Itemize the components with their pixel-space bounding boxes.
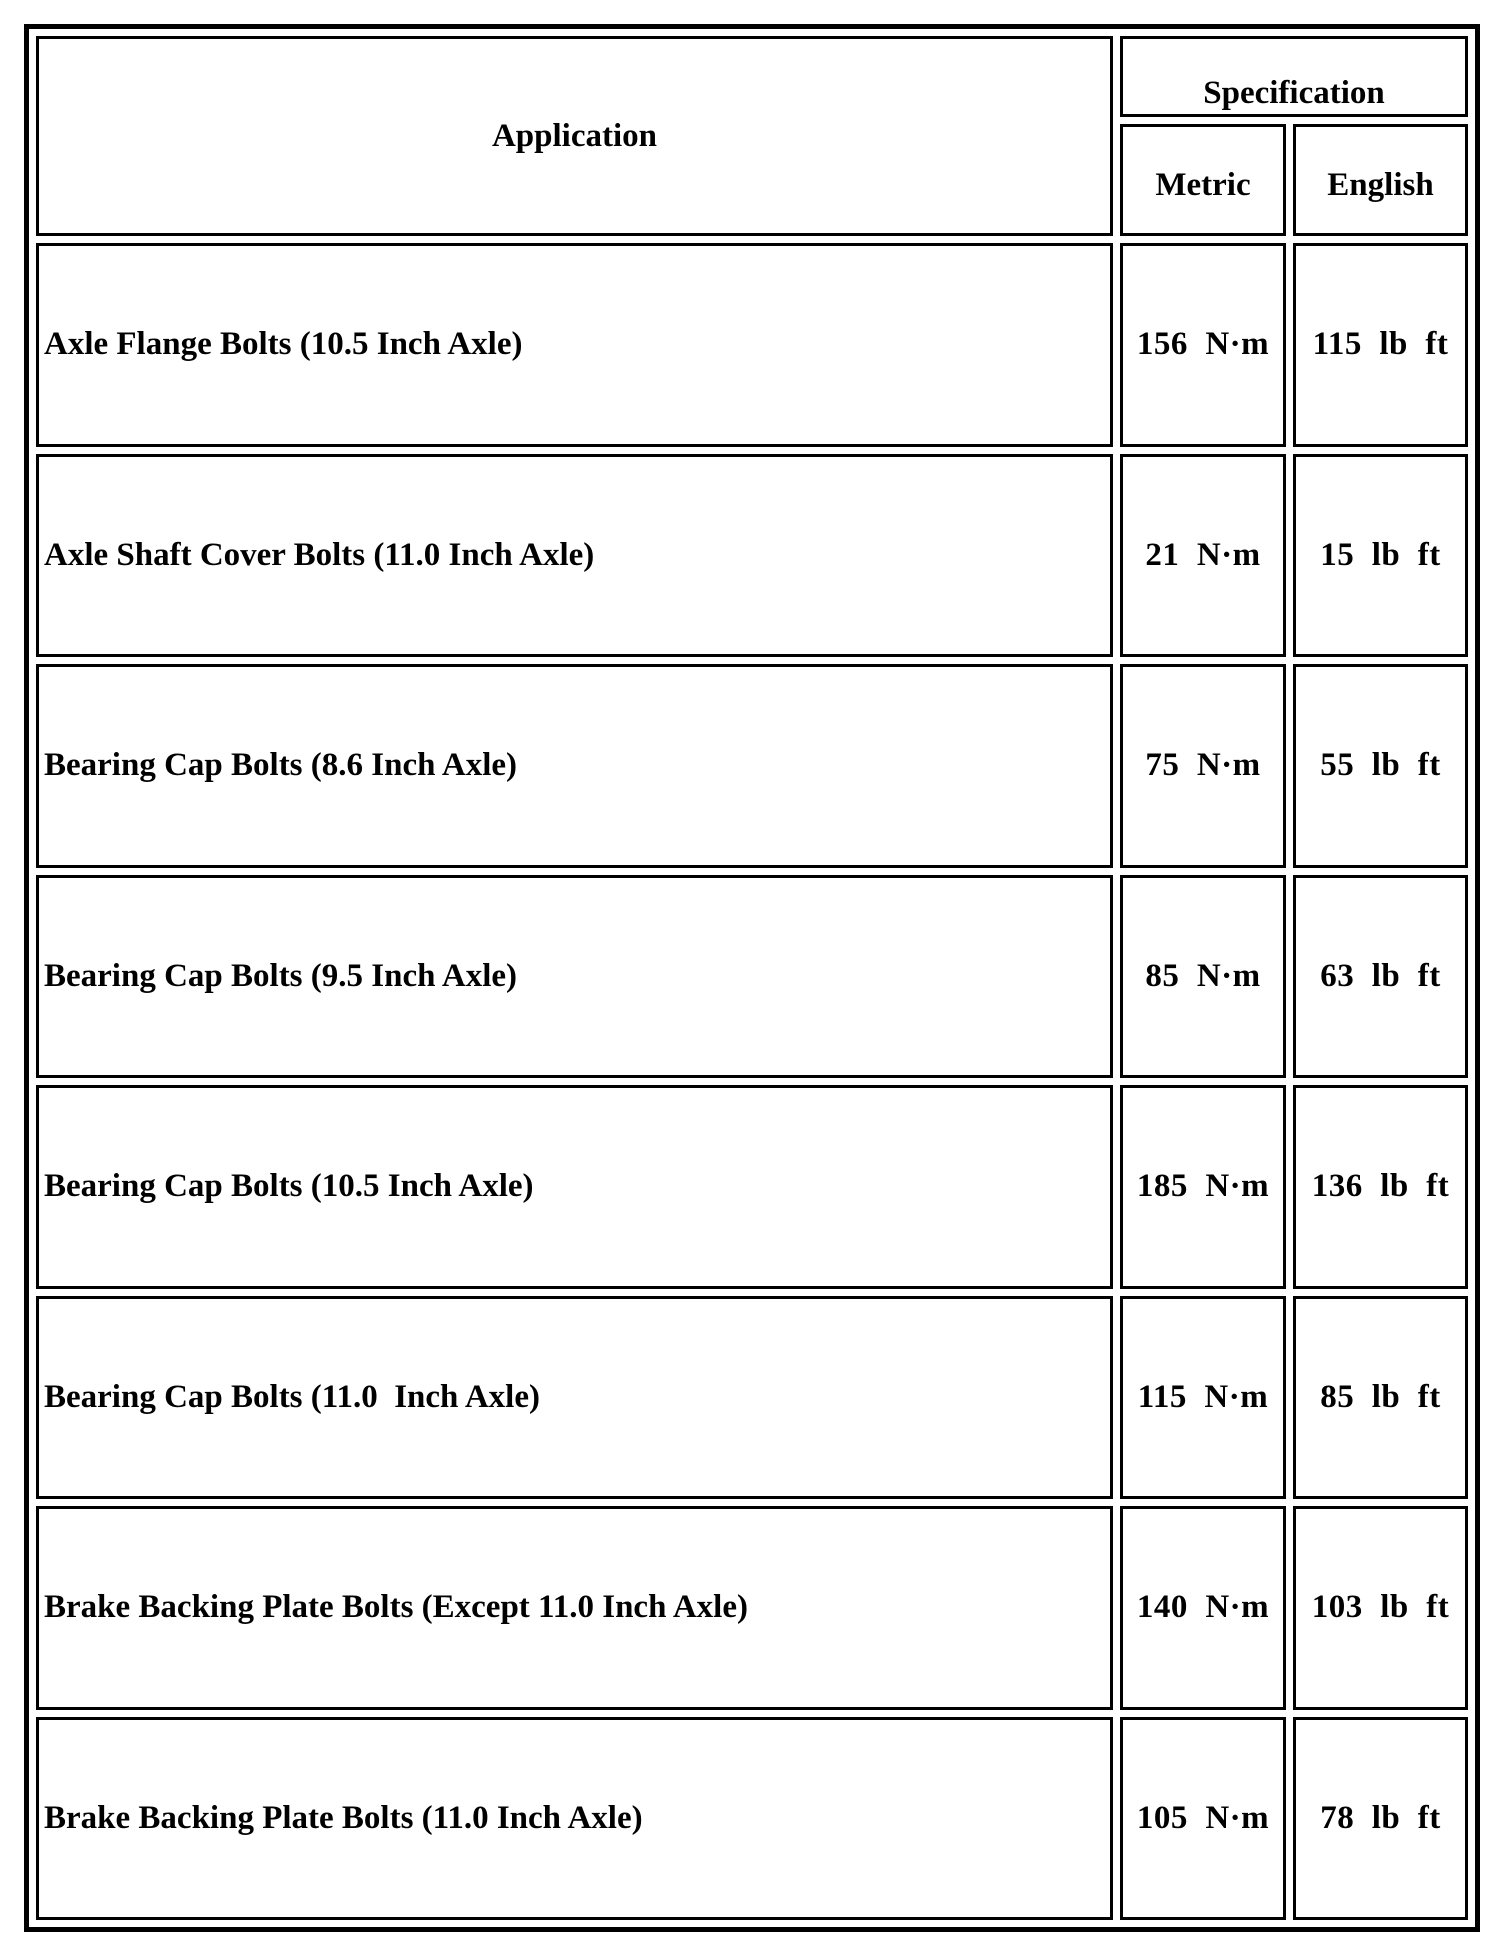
english-value-cell: 103 lb ft bbox=[1293, 1506, 1468, 1710]
metric-value-cell: 156 N·m bbox=[1120, 243, 1286, 447]
metric-value-cell: 140 N·m bbox=[1120, 1506, 1286, 1710]
header-english: English bbox=[1293, 124, 1468, 236]
application-cell: Bearing Cap Bolts (10.5 Inch Axle) bbox=[36, 1085, 1113, 1289]
application-cell: Axle Shaft Cover Bolts (11.0 Inch Axle) bbox=[36, 454, 1113, 658]
metric-value-cell: 105 N·m bbox=[1120, 1717, 1286, 1921]
header-specification: Specification bbox=[1120, 36, 1468, 117]
table-row bbox=[36, 1506, 1468, 1710]
header-metric: Metric bbox=[1120, 124, 1286, 236]
metric-value-cell: 185 N·m bbox=[1120, 1085, 1286, 1289]
table-row bbox=[36, 875, 1468, 1079]
metric-value-cell: 85 N·m bbox=[1120, 875, 1286, 1079]
english-value-cell: 63 lb ft bbox=[1293, 875, 1468, 1079]
table-row bbox=[36, 664, 1468, 868]
english-value-cell: 115 lb ft bbox=[1293, 243, 1468, 447]
application-cell: Bearing Cap Bolts (11.0 Inch Axle) bbox=[36, 1296, 1113, 1500]
table-row bbox=[36, 1717, 1468, 1921]
application-cell: Brake Backing Plate Bolts (Except 11.0 Inch Axle) bbox=[36, 1506, 1113, 1710]
table-row bbox=[36, 454, 1468, 658]
application-cell: Brake Backing Plate Bolts (11.0 Inch Axle) bbox=[36, 1717, 1113, 1921]
application-cell: Axle Flange Bolts (10.5 Inch Axle) bbox=[36, 243, 1113, 447]
metric-value-cell: 21 N·m bbox=[1120, 454, 1286, 658]
metric-value-cell: 115 N·m bbox=[1120, 1296, 1286, 1500]
english-value-cell: 85 lb ft bbox=[1293, 1296, 1468, 1500]
metric-value-cell: 75 N·m bbox=[1120, 664, 1286, 868]
english-value-cell: 136 lb ft bbox=[1293, 1085, 1468, 1289]
torque-spec-table bbox=[24, 24, 1480, 1932]
application-cell: Bearing Cap Bolts (9.5 Inch Axle) bbox=[36, 875, 1113, 1079]
header-application: Application bbox=[36, 36, 1113, 236]
english-value-cell: 15 lb ft bbox=[1293, 454, 1468, 658]
english-value-cell: 55 lb ft bbox=[1293, 664, 1468, 868]
application-cell: Bearing Cap Bolts (8.6 Inch Axle) bbox=[36, 664, 1113, 868]
table-row bbox=[36, 1296, 1468, 1500]
english-value-cell: 78 lb ft bbox=[1293, 1717, 1468, 1921]
table-row bbox=[36, 243, 1468, 447]
table-row bbox=[36, 1085, 1468, 1289]
